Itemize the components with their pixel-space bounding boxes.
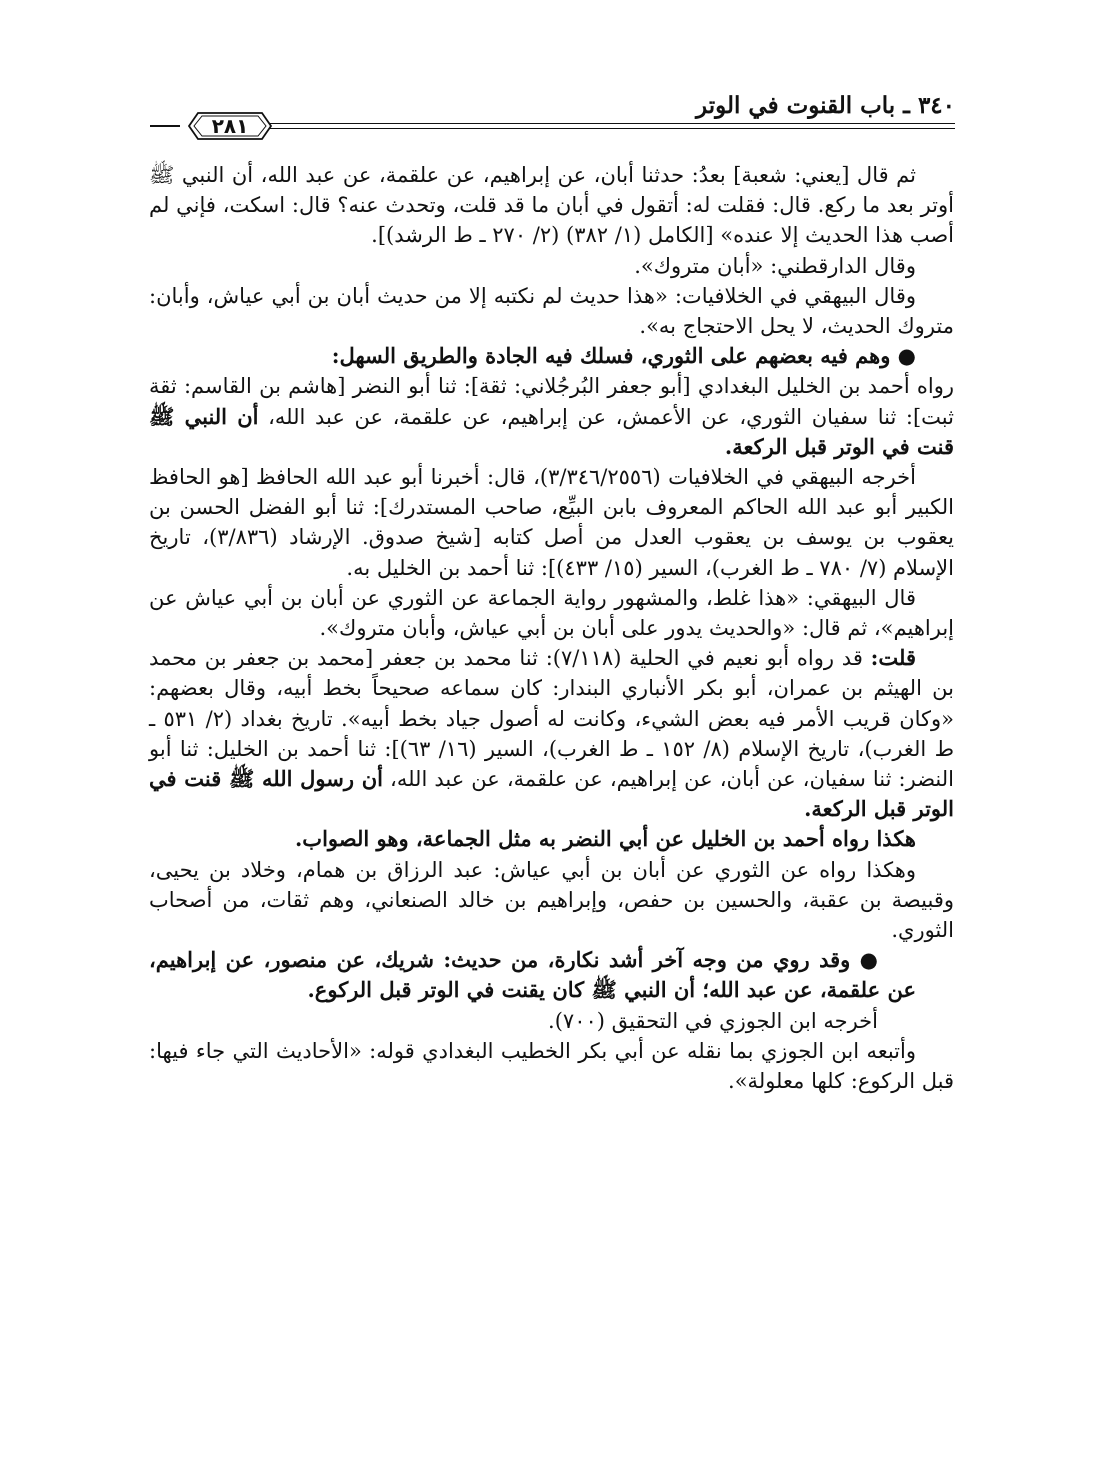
- header-dash: [150, 125, 180, 127]
- paragraph-8: [149, 643, 954, 824]
- paragraph-7: قال البيهقي: «هذا غلط، والمشهور رواية الجماعة عن الثوري عن أبان بن أبي عياش عن إبراهيم»، ثم قال: «والحديث يدور على أبان بن أبي عياش، وأبان متروك».: [149, 585, 954, 641]
- paragraph-11-text: ● وقد روي من وجه آخر أشد نكارة، من حديث: شريك، عن منصور، عن إبراهيم، عن علقمة، عن عبد الله؛: [149, 947, 916, 1003]
- paragraph-13: وأتبعه ابن الجوزي بما نقله عن أبي بكر الخطيب البغدادي قوله: «الأحاديث التي جاء فيها: قبل الركوع: كلها معلولة».: [149, 1038, 954, 1094]
- paragraph-6: أخرجه البيهقي في الخلافيات (٣/٣٤٦/٢٥٥٦)، قال: أخبرنا أبو عبد الله الحافظ [هو الحافظ الكبير أبو عبد الله الحاكم المعروف بابن البيِّع، صاحب المستدرك]: ثنا أبو الفضل الحسن بن يعقوب بن يوسف بن يعقوب العدل من أصل كتابه [شيخ صدوق. الإرشاد (٣/٨٣٦)، تاريخ الإسلام (٧/ ٧٨٠ ـ ط الغرب)، السير (١٥/ ٤٣٣)]: ثنا أحمد بن الخليل به.: [149, 465, 954, 580]
- bullet-paragraph-11: [149, 945, 954, 1005]
- header-rule-double: [265, 128, 955, 129]
- paragraph-3: وقال البيهقي في الخلافيات: «هذا حديث لم نكتبه إلا من حديث أبان بن أبي عياش، وأبان: متروك الحديث، لا يحل الاحتجاج به».: [149, 283, 954, 339]
- paragraph-12: أخرجه ابن الجوزي في التحقيق (٧٠٠).: [548, 1008, 878, 1033]
- paragraph-9: هكذا رواه أحمد بن الخليل عن أبي النضر به مثل الجماعة، وهو الصواب.: [295, 826, 916, 852]
- paragraph-5-text: رواه أحمد بن الخليل البغدادي [أبو جعفر البُرجُلاني: ثقة]: ثنا أبو النضر [هاشم بن القاسم: ثقة ثبت]: ثنا سفيان الثوري، عن الأعمش، عن إبراهيم، عن علقمة، عن عبد الله،: [149, 374, 954, 429]
- page-header: [150, 92, 955, 142]
- bullet-heading-1: ● وهم فيه بعضهم على الثوري، فسلك فيه الجادة والطريق السهل:: [331, 343, 916, 369]
- paragraph-8-bold: أن رسول الله ﷺ قنت في الوتر قبل الركعة.: [149, 766, 954, 822]
- chapter-title: ٣٤٠ ـ باب القنوت في الوتر: [696, 92, 955, 119]
- paragraph-2: وقال الدارقطني: «أبان متروك».: [634, 253, 916, 278]
- paragraph-5: [149, 371, 954, 462]
- paragraph-1: ثم قال [يعني: شعبة] بعدُ: حدثنا أبان، عن إبراهيم، عن علقمة، عن عبد الله، أن النبي ﷺ أوتر بعد ما ركع. قال: فقلت له: أتقول في أبان ما قد قلت، وتحدث عنه؟ قال: اسكت، فإني لم أصب هذا الحديث إلا عنده» [الكامل (١/ ٣٨٢) (٢/ ٢٧٠ ـ ط الرشد)].: [149, 163, 954, 248]
- paragraph-11-bold: أن النبي ﷺ كان يقنت في الوتر قبل الركوع.: [307, 977, 696, 1003]
- paragraph-5-bold: أن النبي ﷺ قنت في الوتر قبل الركعة.: [149, 403, 954, 459]
- page-number: ٢٨١: [211, 114, 249, 138]
- header-rule: [265, 123, 955, 124]
- paragraph-8-label: قلت:: [870, 645, 916, 671]
- page-number-badge: [188, 112, 272, 140]
- paragraph-8-text: قد رواه أبو نعيم في الحلية (٧/١١٨): ثنا محمد بن جعفر [محمد بن جعفر بن محمد بن الهيثم بن عمران، أبو بكر الأنباري البندار: كان سماعه صحيحاً بخط أبيه، وقال بعضهم: «وكان قريب الأمر فيه بعض الشيء، وكانت له أصول جياد بخط أبيه». تاريخ بغداد (٢/ ٥٣١ ـ ط الغرب)، تاريخ الإسلام (٨/ ١٥٢ ـ ط الغرب)، السير (١٦/ ٦٣)]: ثنا أحمد بن الخليل: ثنا أبو النضر: ثنا سفيان، عن أبان، عن إبراهيم، عن علقمة، عن عبد الله،: [149, 646, 955, 792]
- page-body: [149, 160, 954, 1096]
- paragraph-10: وهكذا رواه عن الثوري عن أبان بن أبي عياش: عبد الرزاق بن همام، وخلاد بن يحيى، وقبيصة بن عقبة، والحسين بن حفص، وإبراهيم بن خالد الصنعاني، وهم ثقات، من أصحاب الثوري.: [149, 857, 954, 943]
